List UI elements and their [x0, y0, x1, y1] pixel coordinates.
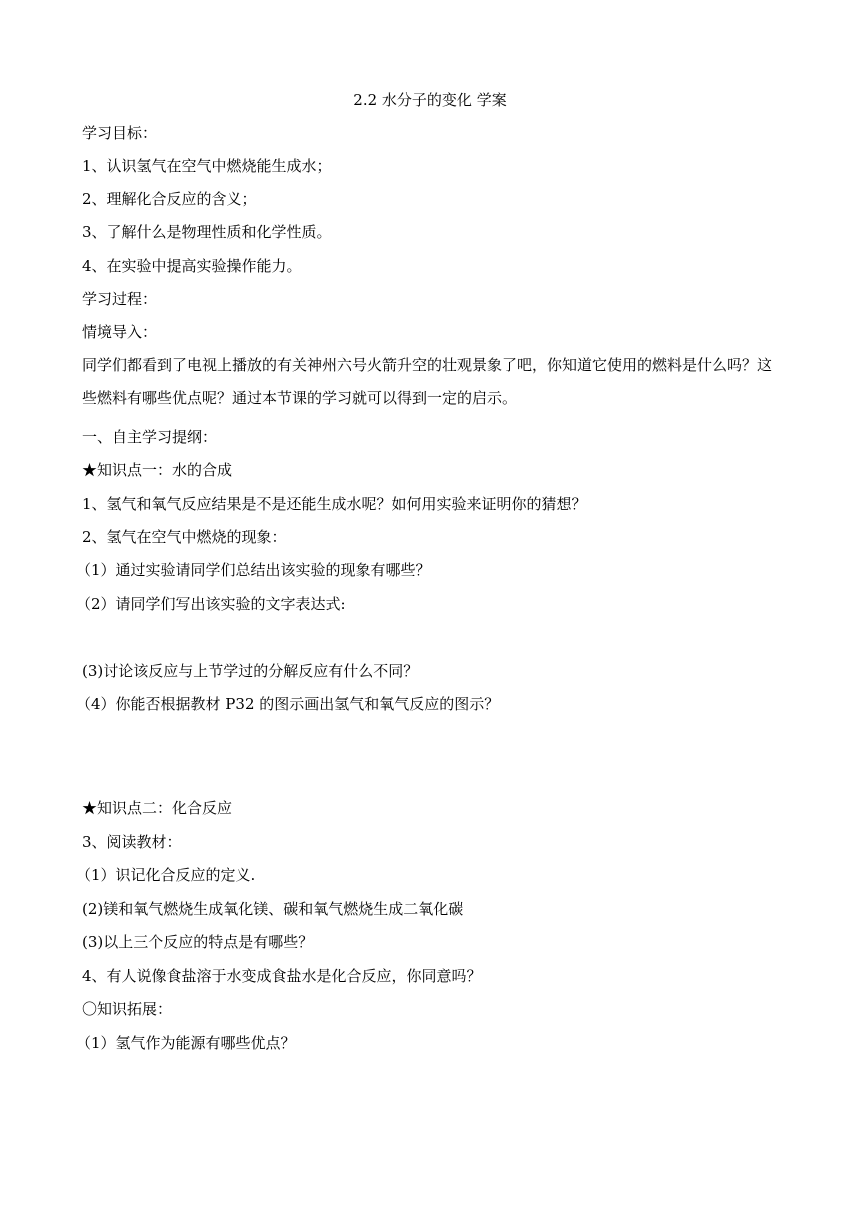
goal-2: 2、理解化合反应的含义；	[82, 190, 257, 208]
question-3a: （1）识记化合反应的定义.	[76, 866, 256, 884]
document-title: 2.2 水分子的变化 学案	[353, 91, 507, 109]
question-3b: (2)镁和氧气燃烧生成氧化镁、碳和氧气燃烧生成二氧化碳	[82, 900, 464, 918]
goal-4: 4、在实验中提高实验操作能力。	[82, 257, 302, 275]
question-4: 4、有人说像食盐溶于水变成食盐水是化合反应，你同意吗？	[82, 967, 482, 985]
goal-1: 1、认识氢气在空气中燃烧能生成水；	[82, 157, 332, 175]
learning-process-heading: 学习过程：	[82, 290, 158, 308]
question-2c: (3)讨论该反应与上节学过的分解反应有什么不同？	[82, 662, 419, 680]
question-2: 2、氢气在空气中燃烧的现象：	[82, 528, 287, 546]
question-2b: （2）请同学们写出该实验的文字表达式:	[76, 595, 346, 613]
goal-3: 3、了解什么是物理性质和化学性质。	[82, 223, 332, 241]
knowledge-point-2: ★知识点二：化合反应	[82, 799, 233, 817]
scenario-heading: 情境导入：	[82, 323, 158, 341]
question-2a: （1）通过实验请同学们总结出该实验的现象有哪些？	[76, 561, 431, 579]
intro-paragraph: 同学们都看到了电视上播放的有关神州六号火箭升空的壮观景象了吧，你知道它使用的燃料是什么吗？这些燃料有哪些优点呢？通过本节课的学习就可以得到一定的启示。	[82, 356, 773, 407]
question-2d: （4）你能否根据教材 P32 的图示画出氢气和氧气反应的图示？	[76, 695, 500, 713]
knowledge-point-1: ★知识点一：水的合成	[82, 461, 233, 479]
question-3: 3、阅读教材：	[82, 833, 182, 851]
extension-heading: 〇知识拓展：	[82, 1000, 173, 1018]
section1-heading: 一、自主学习提纲：	[82, 428, 218, 446]
learning-goals-heading: 学习目标：	[82, 124, 158, 142]
question-1: 1、氢气和氧气反应结果是不是还能生成水呢？如何用实验来证明你的猜想？	[82, 495, 587, 513]
extension-question-1: （1）氢气作为能源有哪些优点？	[76, 1034, 296, 1052]
question-3c: (3)以上三个反应的特点是有哪些？	[82, 933, 314, 951]
